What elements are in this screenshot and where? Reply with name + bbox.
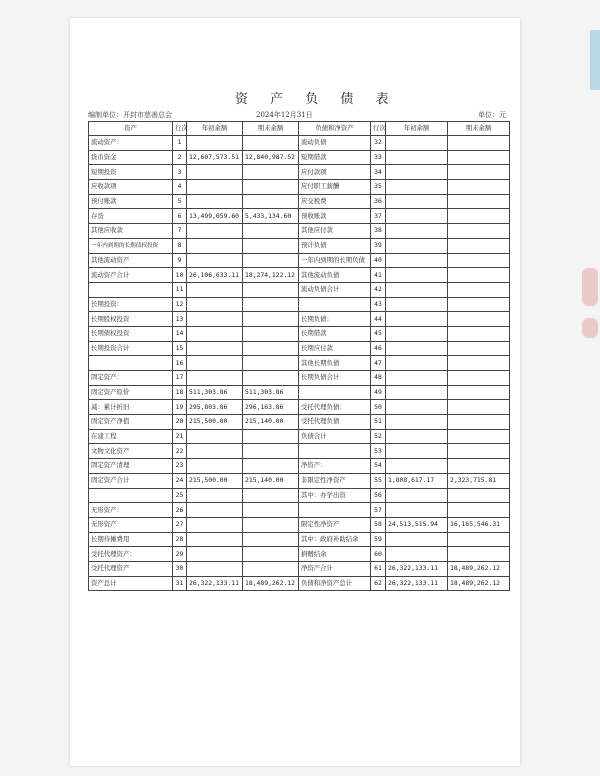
table-row	[89, 180, 510, 195]
asset-line: 5	[173, 194, 187, 209]
liability-begin-balance	[386, 326, 448, 341]
liability-item: 长期借款	[299, 326, 371, 341]
liability-begin-balance	[386, 371, 448, 386]
liability-end-balance	[448, 253, 510, 268]
asset-line: 11	[173, 282, 187, 297]
asset-begin-balance: 511,303.86	[187, 385, 243, 400]
asset-end-balance	[243, 238, 299, 253]
asset-begin-balance	[187, 180, 243, 195]
asset-item: 货币资金	[89, 150, 173, 165]
asset-end-balance: 511,303.86	[243, 385, 299, 400]
liability-line: 49	[371, 385, 386, 400]
liability-item: 应付款项	[299, 165, 371, 180]
asset-end-balance	[243, 371, 299, 386]
asset-item: 无形资产：	[89, 503, 173, 518]
asset-begin-balance	[187, 282, 243, 297]
asset-begin-balance	[187, 326, 243, 341]
asset-begin-balance	[187, 238, 243, 253]
liability-line: 53	[371, 444, 386, 459]
asset-item: 长期投资：	[89, 297, 173, 312]
asset-line: 6	[173, 209, 187, 224]
asset-line: 10	[173, 268, 187, 283]
asset-line: 12	[173, 297, 187, 312]
asset-end-balance	[243, 326, 299, 341]
table-row	[89, 136, 510, 151]
liability-item: 其他流动负债	[299, 268, 371, 283]
header-line-no: 行次	[173, 122, 187, 136]
liability-end-balance	[448, 136, 510, 151]
asset-line: 2	[173, 150, 187, 165]
asset-end-balance: 5,433,134.60	[243, 209, 299, 224]
liability-end-balance	[448, 282, 510, 297]
asset-item	[89, 356, 173, 371]
asset-begin-balance	[187, 444, 243, 459]
asset-item: 减：累计折旧	[89, 400, 173, 415]
asset-item: 受托代理资产	[89, 561, 173, 576]
asset-begin-balance	[187, 561, 243, 576]
liability-begin-balance	[386, 415, 448, 430]
liability-end-balance	[448, 415, 510, 430]
liability-begin-balance	[386, 312, 448, 327]
asset-begin-balance	[187, 356, 243, 371]
asset-line: 18	[173, 385, 187, 400]
liability-item: 其他应付款	[299, 224, 371, 239]
liability-begin-balance	[386, 194, 448, 209]
liability-end-balance	[448, 503, 510, 518]
liability-begin-balance	[386, 209, 448, 224]
asset-end-balance	[243, 180, 299, 195]
asset-end-balance	[243, 341, 299, 356]
asset-begin-balance	[187, 429, 243, 444]
table-row	[89, 576, 510, 591]
asset-item: 固定资产清理	[89, 459, 173, 474]
edge-color-strip	[590, 30, 600, 90]
liability-begin-balance	[386, 547, 448, 562]
asset-begin-balance: 12,607,573.51	[187, 150, 243, 165]
liability-line: 37	[371, 209, 386, 224]
table-row	[89, 371, 510, 386]
liability-item	[299, 503, 371, 518]
asset-item: 其他应收款	[89, 224, 173, 239]
liability-end-balance	[448, 165, 510, 180]
asset-begin-balance: 215,500.00	[187, 473, 243, 488]
asset-end-balance	[243, 561, 299, 576]
liability-end-balance	[448, 150, 510, 165]
liability-line: 62	[371, 576, 386, 591]
liability-item: 受托代理负债	[299, 415, 371, 430]
liability-end-balance	[448, 385, 510, 400]
liability-line: 55	[371, 473, 386, 488]
liability-begin-balance	[386, 385, 448, 400]
red-stamp-fragment	[582, 268, 598, 306]
liability-begin-balance	[386, 150, 448, 165]
liability-begin-balance	[386, 253, 448, 268]
liability-line: 43	[371, 297, 386, 312]
liability-begin-balance	[386, 238, 448, 253]
asset-line: 23	[173, 459, 187, 474]
liability-end-balance	[448, 180, 510, 195]
asset-line: 27	[173, 517, 187, 532]
asset-item: 一年内到期的长期债权投资	[89, 238, 173, 253]
table-row	[89, 385, 510, 400]
liability-line: 33	[371, 150, 386, 165]
liability-line: 38	[371, 224, 386, 239]
asset-begin-balance	[187, 194, 243, 209]
table-row	[89, 532, 510, 547]
liability-item: 短期借款	[299, 150, 371, 165]
asset-item: 文物文化资产	[89, 444, 173, 459]
liability-line: 40	[371, 253, 386, 268]
asset-end-balance	[243, 356, 299, 371]
table-row	[89, 238, 510, 253]
table-row	[89, 194, 510, 209]
liability-item: 受托代理负债：	[299, 400, 371, 415]
liability-line: 56	[371, 488, 386, 503]
report-date: 2024年12月31日	[256, 111, 313, 119]
asset-end-balance	[243, 165, 299, 180]
asset-begin-balance	[187, 341, 243, 356]
asset-line: 4	[173, 180, 187, 195]
liability-line: 45	[371, 326, 386, 341]
asset-end-balance	[243, 194, 299, 209]
liability-end-balance	[448, 341, 510, 356]
asset-end-balance	[243, 547, 299, 562]
table-row	[89, 297, 510, 312]
table-row	[89, 268, 510, 283]
table-row	[89, 561, 510, 576]
liability-line: 54	[371, 459, 386, 474]
asset-item: 应收款项	[89, 180, 173, 195]
header-liability: 负债和净资产	[299, 122, 371, 136]
table-row	[89, 282, 510, 297]
asset-line: 26	[173, 503, 187, 518]
liability-line: 42	[371, 282, 386, 297]
liability-begin-balance: 1,808,617.17	[386, 473, 448, 488]
liability-begin-balance	[386, 268, 448, 283]
liability-item: 流动负债	[299, 136, 371, 151]
asset-line: 20	[173, 415, 187, 430]
asset-item: 流动资产：	[89, 136, 173, 151]
liability-begin-balance	[386, 503, 448, 518]
liability-line: 41	[371, 268, 386, 283]
balance-sheet-table	[88, 121, 510, 591]
header-asset: 资产	[89, 122, 173, 136]
header-end-balance-right: 期末余额	[448, 122, 510, 136]
table-row	[89, 326, 510, 341]
liability-item: 净资产合计	[299, 561, 371, 576]
asset-end-balance	[243, 282, 299, 297]
asset-line: 13	[173, 312, 187, 327]
asset-begin-balance	[187, 312, 243, 327]
asset-item	[89, 282, 173, 297]
asset-begin-balance	[187, 297, 243, 312]
liability-begin-balance	[386, 165, 448, 180]
table-row	[89, 356, 510, 371]
liability-begin-balance	[386, 297, 448, 312]
liability-line: 36	[371, 194, 386, 209]
liability-begin-balance	[386, 400, 448, 415]
liability-item: 非限定性净资产	[299, 473, 371, 488]
asset-begin-balance	[187, 165, 243, 180]
liability-end-balance: 18,489,262.12	[448, 561, 510, 576]
liability-begin-balance	[386, 459, 448, 474]
liability-item: 预计负债	[299, 238, 371, 253]
asset-item: 固定资产合计	[89, 473, 173, 488]
asset-begin-balance: 13,499,059.60	[187, 209, 243, 224]
asset-line: 16	[173, 356, 187, 371]
liability-line: 47	[371, 356, 386, 371]
liability-end-balance	[448, 400, 510, 415]
asset-end-balance	[243, 503, 299, 518]
asset-line: 7	[173, 224, 187, 239]
asset-end-balance: 215,140.00	[243, 473, 299, 488]
asset-begin-balance	[187, 517, 243, 532]
table-row	[89, 488, 510, 503]
liability-end-balance	[448, 444, 510, 459]
asset-item: 固定资产：	[89, 371, 173, 386]
liability-line: 58	[371, 517, 386, 532]
asset-item: 固定资产净值	[89, 415, 173, 430]
asset-line: 25	[173, 488, 187, 503]
liability-item: 负债和净资产总计	[299, 576, 371, 591]
table-row	[89, 547, 510, 562]
liability-item: 负债合计	[299, 429, 371, 444]
asset-line: 1	[173, 136, 187, 151]
asset-begin-balance	[187, 503, 243, 518]
liability-end-balance	[448, 268, 510, 283]
asset-begin-balance	[187, 253, 243, 268]
liability-item: 应付职工薪酬	[299, 180, 371, 195]
liability-begin-balance	[386, 444, 448, 459]
asset-end-balance	[243, 297, 299, 312]
asset-line: 8	[173, 238, 187, 253]
asset-end-balance: 215,140.00	[243, 415, 299, 430]
liability-line: 48	[371, 371, 386, 386]
asset-end-balance	[243, 136, 299, 151]
liability-begin-balance	[386, 136, 448, 151]
liability-item: 长期负债：	[299, 312, 371, 327]
asset-item: 资产总计	[89, 576, 173, 591]
asset-item: 无形资产	[89, 517, 173, 532]
liability-item: 一年内到期的长期负债	[299, 253, 371, 268]
liability-end-balance: 18,489,262.12	[448, 576, 510, 591]
liability-end-balance	[448, 297, 510, 312]
table-row	[89, 473, 510, 488]
liability-item	[299, 444, 371, 459]
asset-item: 在建工程	[89, 429, 173, 444]
liability-end-balance	[448, 238, 510, 253]
asset-begin-balance	[187, 547, 243, 562]
asset-line: 14	[173, 326, 187, 341]
asset-item: 长期债权投资	[89, 326, 173, 341]
liability-end-balance	[448, 194, 510, 209]
liability-end-balance	[448, 312, 510, 327]
liability-end-balance	[448, 224, 510, 239]
asset-end-balance	[243, 444, 299, 459]
liability-begin-balance	[386, 180, 448, 195]
liability-end-balance: 16,165,546.31	[448, 517, 510, 532]
liability-item: 其中：政府补助结余	[299, 532, 371, 547]
table-row	[89, 150, 510, 165]
table-row	[89, 444, 510, 459]
liability-item: 应交税费	[299, 194, 371, 209]
liability-line: 34	[371, 165, 386, 180]
liability-line: 60	[371, 547, 386, 562]
liability-item: 限定性净资产	[299, 517, 371, 532]
liability-begin-balance	[386, 282, 448, 297]
liability-end-balance	[448, 429, 510, 444]
header-end-balance: 期末余额	[243, 122, 299, 136]
asset-end-balance	[243, 429, 299, 444]
table-row	[89, 341, 510, 356]
asset-begin-balance	[187, 532, 243, 547]
document-title: 资 产 负 债 表	[235, 92, 398, 107]
liability-begin-balance	[386, 356, 448, 371]
liability-line: 61	[371, 561, 386, 576]
asset-end-balance: 296,163.86	[243, 400, 299, 415]
asset-line: 22	[173, 444, 187, 459]
asset-item: 存货	[89, 209, 173, 224]
liability-line: 35	[371, 180, 386, 195]
asset-end-balance	[243, 224, 299, 239]
asset-begin-balance: 215,500.00	[187, 415, 243, 430]
currency-unit: 单位：元	[478, 111, 506, 119]
liability-line: 39	[371, 238, 386, 253]
reporting-unit: 编制单位：开封市慈善总会	[88, 111, 172, 119]
liability-end-balance	[448, 532, 510, 547]
table-row	[89, 503, 510, 518]
asset-end-balance	[243, 312, 299, 327]
asset-begin-balance: 26,322,133.11	[187, 576, 243, 591]
liability-line: 52	[371, 429, 386, 444]
asset-end-balance	[243, 488, 299, 503]
liability-line: 51	[371, 415, 386, 430]
table-row	[89, 415, 510, 430]
asset-begin-balance: 295,803.86	[187, 400, 243, 415]
asset-line: 15	[173, 341, 187, 356]
asset-end-balance	[243, 517, 299, 532]
asset-item: 长期待摊费用	[89, 532, 173, 547]
asset-line: 21	[173, 429, 187, 444]
liability-end-balance	[448, 488, 510, 503]
table-row	[89, 517, 510, 532]
header-begin-balance-right: 年初余额	[386, 122, 448, 136]
liability-line: 59	[371, 532, 386, 547]
liability-item: 其他长期负债	[299, 356, 371, 371]
table-row	[89, 209, 510, 224]
table-row	[89, 459, 510, 474]
liability-item: 其中：办学出资	[299, 488, 371, 503]
asset-item: 长期股权投资	[89, 312, 173, 327]
asset-begin-balance	[187, 136, 243, 151]
asset-begin-balance	[187, 488, 243, 503]
table-row	[89, 312, 510, 327]
liability-item: 长期应付款	[299, 341, 371, 356]
liability-end-balance	[448, 547, 510, 562]
header-line-no-right: 行次	[371, 122, 386, 136]
liability-line: 32	[371, 136, 386, 151]
asset-end-balance	[243, 532, 299, 547]
table-row	[89, 400, 510, 415]
liability-end-balance	[448, 371, 510, 386]
asset-end-balance: 12,840,987.52	[243, 150, 299, 165]
liability-item: 预收账款	[299, 209, 371, 224]
asset-line: 24	[173, 473, 187, 488]
liability-line: 50	[371, 400, 386, 415]
liability-item	[299, 297, 371, 312]
liability-begin-balance	[386, 488, 448, 503]
asset-end-balance: 18,489,262.12	[243, 576, 299, 591]
table-header-row	[89, 122, 510, 136]
asset-begin-balance: 26,106,633.11	[187, 268, 243, 283]
liability-begin-balance: 26,322,133.11	[386, 576, 448, 591]
liability-line: 44	[371, 312, 386, 327]
asset-line: 31	[173, 576, 187, 591]
asset-item: 流动资产合计	[89, 268, 173, 283]
liability-begin-balance	[386, 532, 448, 547]
asset-line: 9	[173, 253, 187, 268]
asset-item: 预付账款	[89, 194, 173, 209]
table-row	[89, 429, 510, 444]
asset-line: 3	[173, 165, 187, 180]
liability-line: 46	[371, 341, 386, 356]
liability-begin-balance	[386, 224, 448, 239]
table-row	[89, 224, 510, 239]
liability-item: 长期负债合计	[299, 371, 371, 386]
asset-end-balance: 18,274,122.12	[243, 268, 299, 283]
liability-begin-balance	[386, 429, 448, 444]
asset-line: 28	[173, 532, 187, 547]
liability-item: 净资产：	[299, 459, 371, 474]
liability-end-balance: 2,323,715.81	[448, 473, 510, 488]
asset-begin-balance	[187, 459, 243, 474]
liability-line: 57	[371, 503, 386, 518]
asset-begin-balance	[187, 224, 243, 239]
asset-item	[89, 488, 173, 503]
asset-line: 29	[173, 547, 187, 562]
liability-begin-balance: 26,322,133.11	[386, 561, 448, 576]
asset-end-balance	[243, 459, 299, 474]
asset-line: 30	[173, 561, 187, 576]
red-stamp-fragment-2	[582, 318, 598, 338]
liability-item: 捐赠结余	[299, 547, 371, 562]
liability-begin-balance: 24,513,515.94	[386, 517, 448, 532]
asset-item: 短期投资	[89, 165, 173, 180]
asset-item: 固定资产原价	[89, 385, 173, 400]
liability-end-balance	[448, 326, 510, 341]
asset-end-balance	[243, 253, 299, 268]
liability-end-balance	[448, 356, 510, 371]
asset-line: 17	[173, 371, 187, 386]
asset-item: 其他流动资产	[89, 253, 173, 268]
liability-end-balance	[448, 459, 510, 474]
asset-line: 19	[173, 400, 187, 415]
header-begin-balance: 年初余额	[187, 122, 243, 136]
liability-begin-balance	[386, 341, 448, 356]
table-row	[89, 165, 510, 180]
table-row	[89, 253, 510, 268]
liability-end-balance	[448, 209, 510, 224]
liability-item: 流动负债合计	[299, 282, 371, 297]
asset-item: 长期投资合计	[89, 341, 173, 356]
liability-item	[299, 385, 371, 400]
asset-item: 受托代理资产：	[89, 547, 173, 562]
asset-begin-balance	[187, 371, 243, 386]
